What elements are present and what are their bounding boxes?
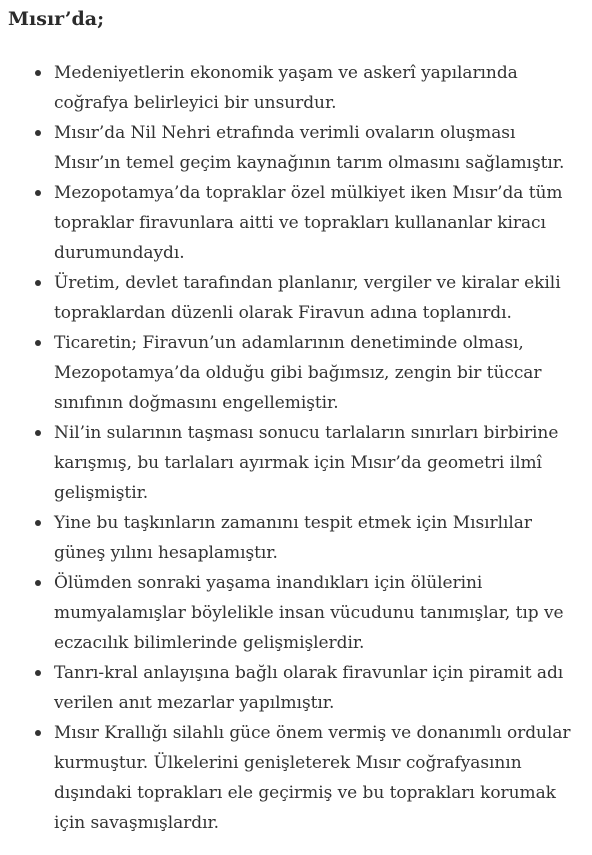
bullet-dot-icon: [35, 130, 41, 136]
list-item: [0, 508, 592, 568]
list-item-text-line: topraklar firavunlara aitti ve toprakları kullananlar kiracı: [54, 213, 546, 233]
list-item: [0, 58, 592, 118]
list-item-text-line: Mısır Krallığı silahlı güce önem vermiş ve donanımlı ordular: [54, 723, 571, 743]
bullet-dot-icon: [35, 190, 41, 196]
list-item-text-line: Nil’in sularının taşması sonucu tarlaların sınırları birbirine: [54, 423, 559, 443]
list-item-text-line: Mısır’da Nil Nehri etrafında verimli ovaların oluşması: [54, 123, 516, 143]
list-item-text-line: durumundaydı.: [54, 243, 185, 263]
bullet-dot-icon: [35, 70, 41, 76]
list-item: [0, 718, 592, 838]
bullet-list: [0, 58, 592, 838]
list-item-text-line: Tanrı-kral anlayışına bağlı olarak firavunlar için piramit adı: [54, 663, 564, 683]
list-item: [0, 418, 592, 508]
list-item-text-line: sınıfının doğmasını engellemiştir.: [54, 393, 339, 413]
list-item: [0, 568, 592, 658]
list-item-text-line: mumyalamışlar böylelikle insan vücudunu tanımışlar, tıp ve: [54, 603, 564, 623]
list-item-text-line: verilen anıt mezarlar yapılmıştır.: [54, 693, 335, 713]
list-item: [0, 118, 592, 178]
list-item: [0, 268, 592, 328]
list-item-text-line: coğrafya belirleyici bir unsurdur.: [54, 93, 337, 113]
list-item-text-line: kurmuştur. Ülkelerini genişleterek Mısır coğrafyasının: [54, 753, 522, 773]
bullet-dot-icon: [35, 730, 41, 736]
list-item-text-line: için savaşmışlardır.: [54, 813, 220, 833]
bullet-dot-icon: [35, 280, 41, 286]
list-item-text-line: Ölümden sonraki yaşama inandıkları için ölülerini: [54, 573, 483, 593]
list-item-text-line: Mısır’ın temel geçim kaynağının tarım olmasını sağlamıştır.: [54, 153, 565, 173]
list-item-text-line: gelişmiştir.: [54, 483, 149, 503]
list-item-text-line: Ticaretin; Firavun’un adamlarının denetiminde olması,: [54, 333, 524, 353]
list-item-text-line: Üretim, devlet tarafından planlanır, vergiler ve kiralar ekili: [54, 273, 561, 293]
list-item: [0, 178, 592, 268]
list-item-text-line: eczacılık bilimlerinde gelişmişlerdir.: [54, 633, 365, 653]
bullet-dot-icon: [35, 430, 41, 436]
bullet-dot-icon: [35, 670, 41, 676]
list-item-text-line: Mezopotamya’da olduğu gibi bağımsız, zengin bir tüccar: [54, 363, 542, 383]
list-item-text-line: güneş yılını hesaplamıştır.: [54, 543, 278, 563]
page-heading: Mısır’da;: [8, 8, 105, 30]
list-item-text-line: dışındaki toprakları ele geçirmiş ve bu toprakları korumak: [54, 783, 556, 803]
list-item-text-line: Mezopotamya’da topraklar özel mülkiyet iken Mısır’da tüm: [54, 183, 563, 203]
list-item-text-line: karışmış, bu tarlaları ayırmak için Mısır’da geometri ilmî: [54, 453, 542, 473]
list-item: [0, 328, 592, 418]
list-item: [0, 658, 592, 718]
bullet-dot-icon: [35, 580, 41, 586]
bullet-dot-icon: [35, 520, 41, 526]
bullet-dot-icon: [35, 340, 41, 346]
list-item-text-line: topraklardan düzenli olarak Firavun adına toplanırdı.: [54, 303, 512, 323]
list-item-text-line: Yine bu taşkınların zamanını tespit etmek için Mısırlılar: [54, 513, 532, 533]
list-item-text-line: Medeniyetlerin ekonomik yaşam ve askerî yapılarında: [54, 63, 518, 83]
